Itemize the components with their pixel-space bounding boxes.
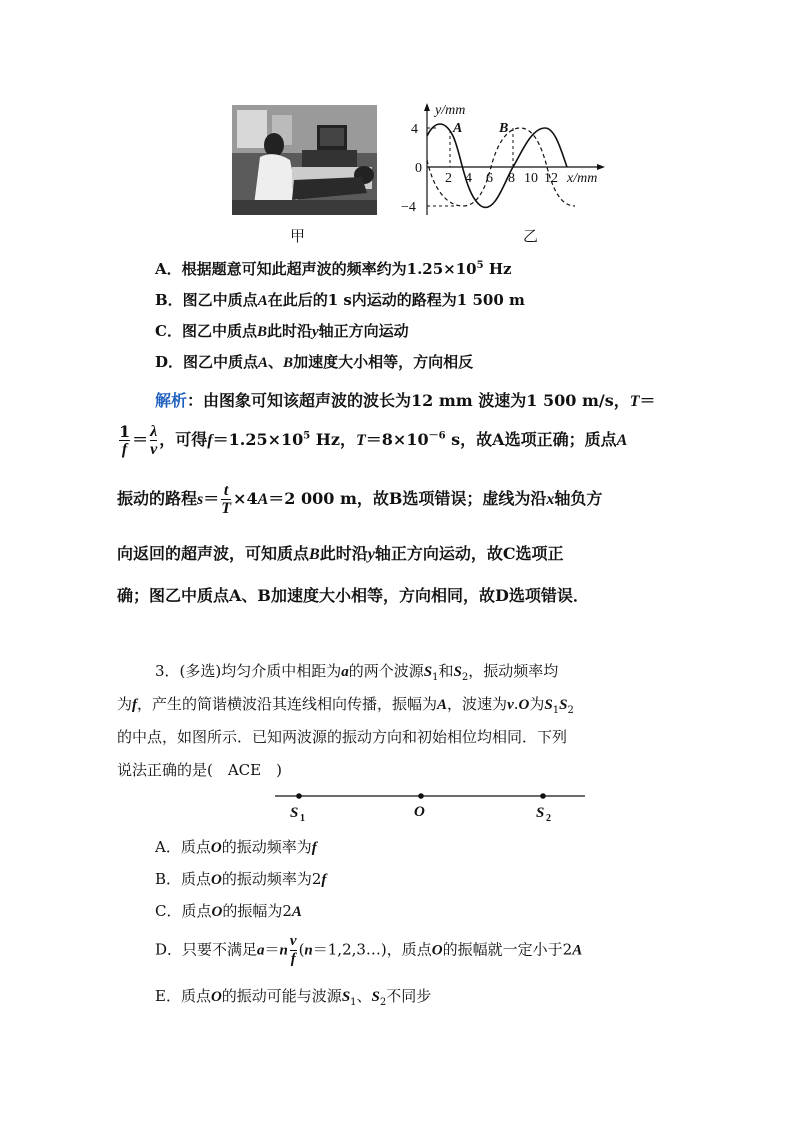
- fraction-1-over-f: $\frac{1}{f}$: [119, 422, 131, 458]
- analysis-line-4: 向返回的超声波，可知质点B此时沿y轴正方向运动，故C选项正: [117, 544, 564, 563]
- x-tick-6: 6: [486, 171, 493, 186]
- source-s2-dot: [540, 793, 546, 799]
- label-s2: S: [536, 805, 545, 821]
- y-tick-neg4: −4: [401, 200, 416, 215]
- source-diagram: [270, 786, 590, 826]
- y-tick-4: 4: [411, 122, 418, 137]
- y-axis-label: y/mm: [435, 103, 466, 118]
- label-o: O: [414, 804, 425, 820]
- fraction-lambda-over-v: $\frac{\lambda}{v}$: [150, 423, 158, 458]
- y-axis-arrow: [424, 103, 430, 111]
- analysis-line-1: 解析：由图象可知该超声波的波长为12 mm 波速为1 500 m/s，T＝: [155, 391, 656, 410]
- label-s1: S: [290, 805, 299, 821]
- analysis-line-2: $\frac{1}{f}$ ＝ $\frac{\lambda}{v}$ ，可得$f=1.25\times 10^5$ Hz，$T=8\times 10^{-6}$ s，故A选项正确；质点A: [119, 422, 628, 458]
- q3-line-3: 的中点，如图所示．已知两波源的振动方向和初始相位均相同．下列: [117, 728, 568, 746]
- fraction-v-over-f: $\frac{v}{f}$: [289, 933, 297, 967]
- x-axis-label: x/mm: [567, 171, 598, 186]
- midpoint-o-dot: [418, 793, 424, 799]
- y-tick-0: 0: [415, 161, 422, 176]
- fraction-t-over-T: $\frac{t}{T}$: [221, 482, 232, 517]
- q2-option-b: B．图乙中质点A在此后的1 s内运动的路程为1 500 m: [155, 291, 525, 309]
- q3-line-4: 说法正确的是( ACE ): [117, 761, 282, 779]
- source-s1-dot: [296, 793, 302, 799]
- ultrasound-photo-drawing: [232, 105, 377, 215]
- q3-line-2: 为f，产生的简谐横波沿其连线相向传播，振幅为A，波速为v.O为$S_1S_2$: [117, 695, 574, 716]
- q3-option-d: D．只要不满足a＝n $\frac{v}{f}$ (n＝1,2,3…)，质点O的振幅就一定小于2A: [155, 933, 583, 967]
- analysis-line-3: 振动的路程s＝ $\frac{t}{T}$ ×4A＝2 000 m，故B选项错误；虚线为沿x轴负方: [117, 482, 603, 517]
- q2-option-a: A．根据题意可知此超声波的频率约为$1.25\times 10^5$ Hz: [155, 260, 512, 278]
- x-tick-4: 4: [465, 171, 472, 186]
- x-tick-2: 2: [445, 171, 452, 186]
- label-s1-sub: 1: [300, 813, 305, 824]
- q2-option-c: C．图乙中质点B此时沿y轴正方向运动: [155, 322, 409, 340]
- x-tick-12: 12: [544, 171, 558, 186]
- q3-option-a: A．质点O的振动频率为f: [155, 838, 317, 856]
- point-a-label: A: [453, 121, 463, 136]
- analysis-line-5: 确；图乙中质点A、B加速度大小相等，方向相同，故D选项错误．: [117, 586, 589, 605]
- graph-caption: 乙: [523, 227, 539, 245]
- x-axis-arrow: [597, 164, 605, 170]
- ultrasound-photo: [232, 105, 377, 215]
- label-s2-sub: 2: [546, 813, 551, 824]
- x-tick-8: 8: [508, 171, 515, 186]
- q3-option-e: E．质点O的振动可能与波源$S_1$、$S_2$不同步: [155, 987, 432, 1008]
- analysis-label: 解析: [155, 391, 188, 410]
- q3-line-1: 3．(多选)均匀介质中相距为a的两个波源$S_1$和$S_2$，振动频率均: [155, 662, 559, 683]
- q2-option-d: D．图乙中质点A、B加速度大小相等，方向相反: [155, 353, 474, 371]
- q3-option-c: C．质点O的振幅为2A: [155, 902, 302, 920]
- wave-graph: [395, 100, 610, 220]
- photo-caption: 甲: [290, 227, 306, 245]
- x-tick-10: 10: [524, 171, 538, 186]
- solid-wave: [427, 124, 567, 207]
- q3-option-b: B．质点O的振动频率为2f: [155, 870, 327, 888]
- point-b-label: B: [499, 121, 509, 136]
